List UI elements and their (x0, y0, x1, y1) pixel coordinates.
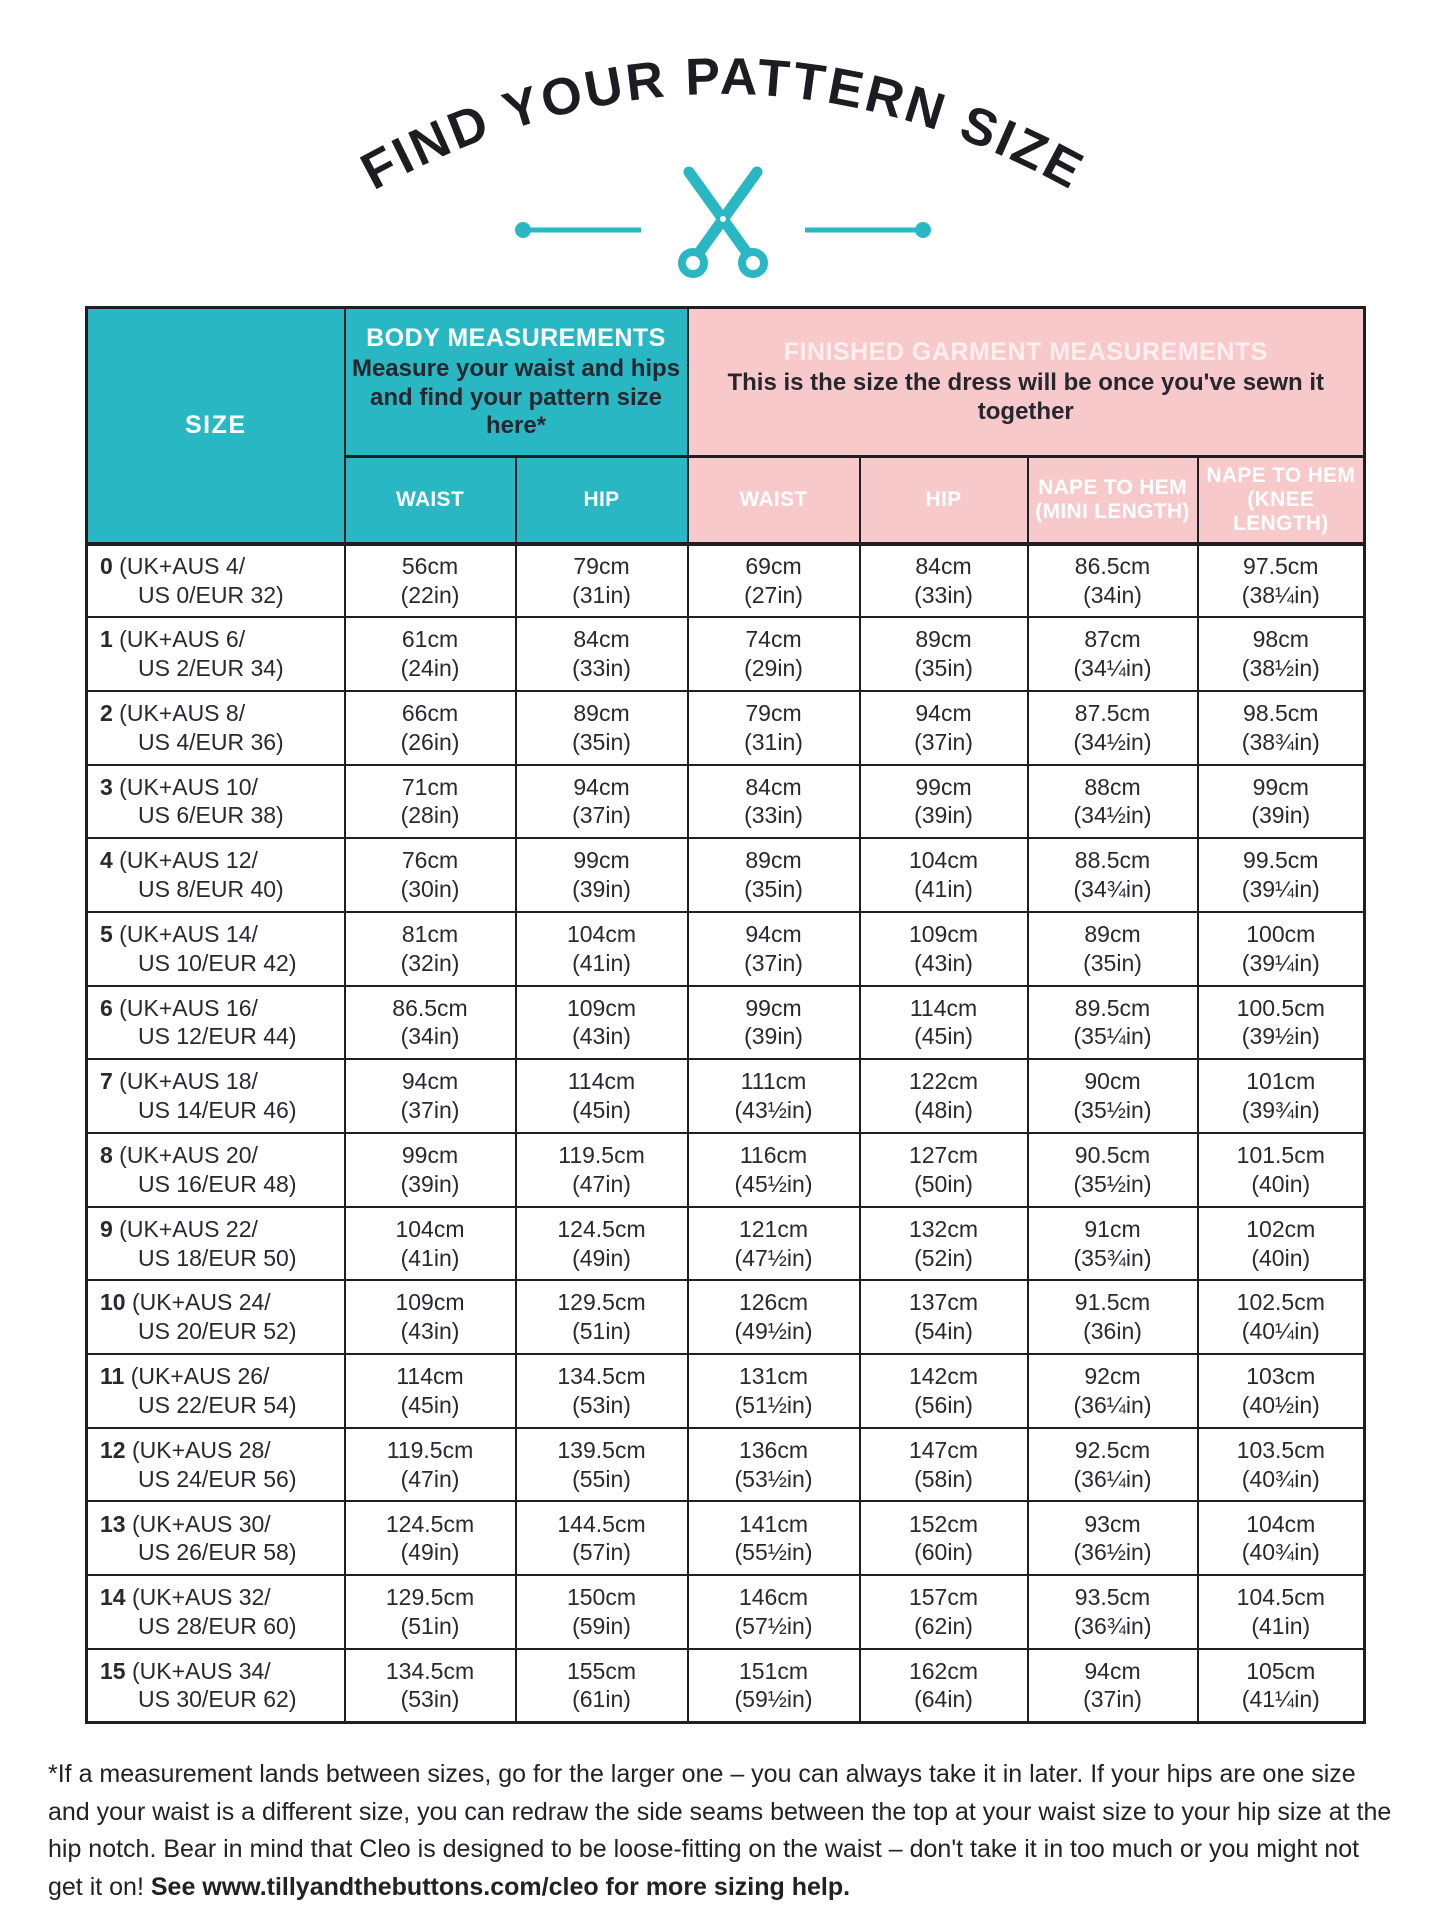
measurement-cell: 136cm (53½in) (688, 1428, 860, 1502)
measurement-cell: 79cm (31in) (688, 691, 860, 765)
measurement-cell: 90cm (35½in) (1028, 1059, 1198, 1133)
measurement-cell: 124.5cm (49in) (345, 1501, 516, 1575)
col-header-garment-hip: HIP (860, 457, 1028, 544)
measurement-cell: 155cm (61in) (516, 1649, 688, 1723)
measurement-cell: 129.5cm (51in) (516, 1280, 688, 1354)
size-column-header: SIZE (87, 308, 345, 544)
measurement-cell: 134.5cm (53in) (345, 1649, 516, 1723)
measurement-cell: 103cm (40½in) (1198, 1354, 1365, 1428)
size-cell: 14 (UK+AUS 32/ US 28/EUR 60) (87, 1575, 345, 1649)
measurement-cell: 89cm (35in) (688, 838, 860, 912)
measurement-cell: 86.5cm (34in) (345, 986, 516, 1060)
measurement-cell: 124.5cm (49in) (516, 1207, 688, 1281)
measurement-cell: 79cm (31in) (516, 544, 688, 618)
measurement-cell: 131cm (51½in) (688, 1354, 860, 1428)
measurement-cell: 126cm (49½in) (688, 1280, 860, 1354)
measurement-cell: 92.5cm (36¼in) (1028, 1428, 1198, 1502)
measurement-cell: 119.5cm (47in) (516, 1133, 688, 1207)
measurement-cell: 69cm (27in) (688, 544, 860, 618)
measurement-cell: 93cm (36½in) (1028, 1501, 1198, 1575)
measurement-cell: 99cm (39in) (516, 838, 688, 912)
measurement-cell: 134.5cm (53in) (516, 1354, 688, 1428)
garment-measurements-header (688, 308, 1365, 457)
measurement-cell: 90.5cm (35½in) (1028, 1133, 1198, 1207)
measurement-cell: 97.5cm (38¼in) (1198, 544, 1365, 618)
measurement-cell: 119.5cm (47in) (345, 1428, 516, 1502)
size-cell: 11 (UK+AUS 26/ US 22/EUR 54) (87, 1354, 345, 1428)
divider-dot-right (915, 222, 931, 238)
measurement-cell: 74cm (29in) (688, 617, 860, 691)
measurement-cell: 99.5cm (39¼in) (1198, 838, 1365, 912)
table-row (87, 838, 1365, 912)
garment-measurements-subtitle: This is the size the dress will be once you've sewn it together (727, 369, 1325, 425)
measurement-cell: 104cm (41in) (860, 838, 1028, 912)
measurement-cell: 101cm (39¾in) (1198, 1059, 1365, 1133)
measurement-cell: 109cm (43in) (516, 986, 688, 1060)
measurement-cell: 132cm (52in) (860, 1207, 1028, 1281)
measurement-cell: 94cm (37in) (688, 912, 860, 986)
table-row (87, 1501, 1365, 1575)
measurement-cell: 104cm (40¾in) (1198, 1501, 1365, 1575)
measurement-cell: 141cm (55½in) (688, 1501, 860, 1575)
measurement-cell: 103.5cm (40¾in) (1198, 1428, 1365, 1502)
measurement-cell: 86.5cm (34in) (1028, 544, 1198, 618)
footnote-bold: See www.tillyandthebuttons.com/cleo for more sizing help. (150, 1872, 851, 1901)
body-measurements-title: BODY MEASUREMENTS (366, 323, 666, 352)
size-cell: 15 (UK+AUS 34/ US 30/EUR 62) (87, 1649, 345, 1723)
measurement-cell: 142cm (56in) (860, 1354, 1028, 1428)
measurement-cell: 111cm (43½in) (688, 1059, 860, 1133)
table-row (87, 1207, 1365, 1281)
measurement-cell: 100.5cm (39½in) (1198, 986, 1365, 1060)
measurement-cell: 137cm (54in) (860, 1280, 1028, 1354)
measurement-cell: 116cm (45½in) (688, 1133, 860, 1207)
measurement-cell: 66cm (26in) (345, 691, 516, 765)
measurement-cell: 84cm (33in) (860, 544, 1028, 618)
table-row (87, 912, 1365, 986)
measurement-cell: 99cm (39in) (688, 986, 860, 1060)
measurement-cell: 94cm (37in) (516, 765, 688, 839)
measurement-cell: 122cm (48in) (860, 1059, 1028, 1133)
table-row (87, 1575, 1365, 1649)
measurement-cell: 147cm (58in) (860, 1428, 1028, 1502)
size-table (85, 306, 1366, 1724)
table-row (87, 544, 1365, 618)
measurement-cell: 146cm (57½in) (688, 1575, 860, 1649)
measurement-cell: 100cm (39¼in) (1198, 912, 1365, 986)
table-row (87, 1649, 1365, 1723)
measurement-cell: 99cm (39in) (860, 765, 1028, 839)
size-cell: 12 (UK+AUS 28/ US 24/EUR 56) (87, 1428, 345, 1502)
measurement-cell: 152cm (60in) (860, 1501, 1028, 1575)
measurement-cell: 114cm (45in) (516, 1059, 688, 1133)
body-measurements-subtitle: Measure your waist and hips and find your pattern size here* (351, 354, 681, 440)
table-row (87, 1428, 1365, 1502)
measurement-cell: 88cm (34½in) (1028, 765, 1198, 839)
measurement-cell: 94cm (37in) (1028, 1649, 1198, 1723)
measurement-cell: 88.5cm (34¾in) (1028, 838, 1198, 912)
size-table-body (87, 544, 1365, 1723)
measurement-cell: 109cm (43in) (860, 912, 1028, 986)
page-title: FIND YOUR PATTERN SIZE (351, 47, 1094, 202)
table-row (87, 691, 1365, 765)
measurement-cell: 151cm (59½in) (688, 1649, 860, 1723)
measurement-cell: 114cm (45in) (860, 986, 1028, 1060)
measurement-cell: 102.5cm (40¼in) (1198, 1280, 1365, 1354)
measurement-cell: 76cm (30in) (345, 838, 516, 912)
measurement-cell: 91cm (35¾in) (1028, 1207, 1198, 1281)
footnote-text: *If a measurement lands between sizes, go for the larger one – you can always take it in later. If your hips are one size and your waist is a different size, you can redraw the side seams between the top at your waist size to your hip size at the hip notch. Bear in mind that Cleo is designed to be loose-fitting on the waist – don't take it in too much or you might not get it on! (48, 1760, 1392, 1901)
scissors-divider (513, 166, 933, 281)
size-cell: 7 (UK+AUS 18/ US 14/EUR 46) (87, 1059, 345, 1133)
measurement-cell: 104.5cm (41in) (1198, 1575, 1365, 1649)
measurement-cell: 114cm (45in) (345, 1354, 516, 1428)
table-header-groups (87, 308, 1365, 457)
measurement-cell: 139.5cm (55in) (516, 1428, 688, 1502)
size-cell: 1 (UK+AUS 6/ US 2/EUR 34) (87, 617, 345, 691)
measurement-cell: 89cm (35in) (516, 691, 688, 765)
measurement-cell: 104cm (41in) (516, 912, 688, 986)
measurement-cell: 89.5cm (35¼in) (1028, 986, 1198, 1060)
measurement-cell: 71cm (28in) (345, 765, 516, 839)
measurement-cell: 94cm (37in) (860, 691, 1028, 765)
col-header-nape-knee: NAPE TO HEM (KNEE LENGTH) (1198, 457, 1365, 544)
size-cell: 6 (UK+AUS 16/ US 12/EUR 44) (87, 986, 345, 1060)
measurement-cell: 162cm (64in) (860, 1649, 1028, 1723)
measurement-cell: 81cm (32in) (345, 912, 516, 986)
measurement-cell: 89cm (35in) (860, 617, 1028, 691)
measurement-cell: 104cm (41in) (345, 1207, 516, 1281)
measurement-cell: 127cm (50in) (860, 1133, 1028, 1207)
size-cell: 5 (UK+AUS 14/ US 10/EUR 42) (87, 912, 345, 986)
measurement-cell: 99cm (39in) (1198, 765, 1365, 839)
scissors-icon (682, 172, 764, 274)
measurement-cell: 92cm (36¼in) (1028, 1354, 1198, 1428)
measurement-cell: 87.5cm (34½in) (1028, 691, 1198, 765)
size-cell: 4 (UK+AUS 12/ US 8/EUR 40) (87, 838, 345, 912)
measurement-cell: 91.5cm (36in) (1028, 1280, 1198, 1354)
measurement-cell: 61cm (24in) (345, 617, 516, 691)
table-row (87, 617, 1365, 691)
size-cell: 8 (UK+AUS 20/ US 16/EUR 48) (87, 1133, 345, 1207)
table-row (87, 986, 1365, 1060)
table-row (87, 765, 1365, 839)
table-row (87, 1133, 1365, 1207)
measurement-cell: 56cm (22in) (345, 544, 516, 618)
size-cell: 10 (UK+AUS 24/ US 20/EUR 52) (87, 1280, 345, 1354)
size-cell: 0 (UK+AUS 4/ US 0/EUR 32) (87, 544, 345, 618)
measurement-cell: 87cm (34¼in) (1028, 617, 1198, 691)
footnote (48, 1756, 1400, 1906)
col-header-body-hip: HIP (516, 457, 688, 544)
measurement-cell: 94cm (37in) (345, 1059, 516, 1133)
measurement-cell: 89cm (35in) (1028, 912, 1198, 986)
size-cell: 13 (UK+AUS 30/ US 26/EUR 58) (87, 1501, 345, 1575)
measurement-cell: 157cm (62in) (860, 1575, 1028, 1649)
col-header-nape-mini: NAPE TO HEM (MINI LENGTH) (1028, 457, 1198, 544)
measurement-cell: 144.5cm (57in) (516, 1501, 688, 1575)
measurement-cell: 105cm (41¼in) (1198, 1649, 1365, 1723)
measurement-cell: 98cm (38½in) (1198, 617, 1365, 691)
body-measurements-header (345, 308, 688, 457)
table-row (87, 1059, 1365, 1133)
measurement-cell: 150cm (59in) (516, 1575, 688, 1649)
table-row (87, 1354, 1365, 1428)
measurement-cell: 129.5cm (51in) (345, 1575, 516, 1649)
measurement-cell: 98.5cm (38¾in) (1198, 691, 1365, 765)
table-row (87, 1280, 1365, 1354)
measurement-cell: 99cm (39in) (345, 1133, 516, 1207)
measurement-cell: 93.5cm (36¾in) (1028, 1575, 1198, 1649)
measurement-cell: 102cm (40in) (1198, 1207, 1365, 1281)
measurement-cell: 101.5cm (40in) (1198, 1133, 1365, 1207)
size-cell: 9 (UK+AUS 22/ US 18/EUR 50) (87, 1207, 345, 1281)
measurement-cell: 84cm (33in) (688, 765, 860, 839)
size-cell: 2 (UK+AUS 8/ US 4/EUR 36) (87, 691, 345, 765)
col-header-garment-waist: WAIST (688, 457, 860, 544)
measurement-cell: 121cm (47½in) (688, 1207, 860, 1281)
garment-measurements-title: FINISHED GARMENT MEASUREMENTS (783, 338, 1268, 367)
col-header-body-waist: WAIST (345, 457, 516, 544)
measurement-cell: 84cm (33in) (516, 617, 688, 691)
measurement-cell: 109cm (43in) (345, 1280, 516, 1354)
size-cell: 3 (UK+AUS 10/ US 6/EUR 38) (87, 765, 345, 839)
